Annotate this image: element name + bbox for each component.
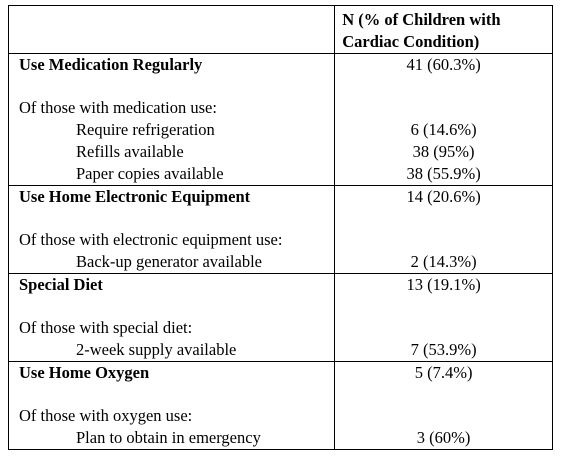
header-row	[9, 6, 553, 54]
section-value-cell	[335, 54, 553, 186]
item-label: 2-week supply available	[76, 340, 237, 359]
section-value: 41 (60.3%)	[406, 55, 481, 74]
section-label-cell	[9, 186, 335, 274]
section-label-cell	[9, 362, 335, 450]
section-value: 13 (19.1%)	[406, 275, 481, 294]
section-diet	[9, 274, 553, 362]
item-value: 38 (55.9%)	[406, 164, 481, 183]
section-subheading: Of those with oxygen use:	[19, 406, 193, 425]
item-label: Paper copies available	[76, 164, 224, 183]
item-value: 2 (14.3%)	[410, 252, 477, 271]
section-oxygen	[9, 362, 553, 450]
section-label-cell	[9, 54, 335, 186]
header-n-cell	[335, 6, 553, 54]
item-label: Require refrigeration	[76, 120, 215, 139]
item-label: Refills available	[76, 142, 184, 161]
section-title: Use Medication Regularly	[19, 55, 203, 74]
item-value: 6 (14.6%)	[410, 120, 477, 139]
item-label: Back-up generator available	[76, 252, 262, 271]
section-value-cell	[335, 186, 553, 274]
section-electronic	[9, 186, 553, 274]
section-value: 14 (20.6%)	[406, 187, 481, 206]
section-subheading: Of those with medication use:	[19, 98, 217, 117]
section-medication	[9, 54, 553, 186]
section-value: 5 (7.4%)	[414, 363, 473, 382]
header-line-2: Cardiac Condition)	[342, 32, 480, 51]
section-value-cell	[335, 274, 553, 362]
children-cardiac-table	[8, 5, 553, 450]
section-label-cell	[9, 274, 335, 362]
header-empty-cell	[9, 6, 335, 54]
section-title: Use Home Electronic Equipment	[19, 187, 251, 206]
section-subheading: Of those with special diet:	[19, 318, 193, 337]
item-value: 3 (60%)	[416, 428, 471, 447]
header-line-1: N (% of Children with	[342, 10, 501, 29]
item-value: 38 (95%)	[412, 142, 475, 161]
section-title: Use Home Oxygen	[19, 363, 150, 382]
item-value: 7 (53.9%)	[410, 340, 477, 359]
item-label: Plan to obtain in emergency	[76, 428, 261, 447]
section-value-cell	[335, 362, 553, 450]
section-subheading: Of those with electronic equipment use:	[19, 230, 283, 249]
section-title: Special Diet	[19, 275, 103, 294]
